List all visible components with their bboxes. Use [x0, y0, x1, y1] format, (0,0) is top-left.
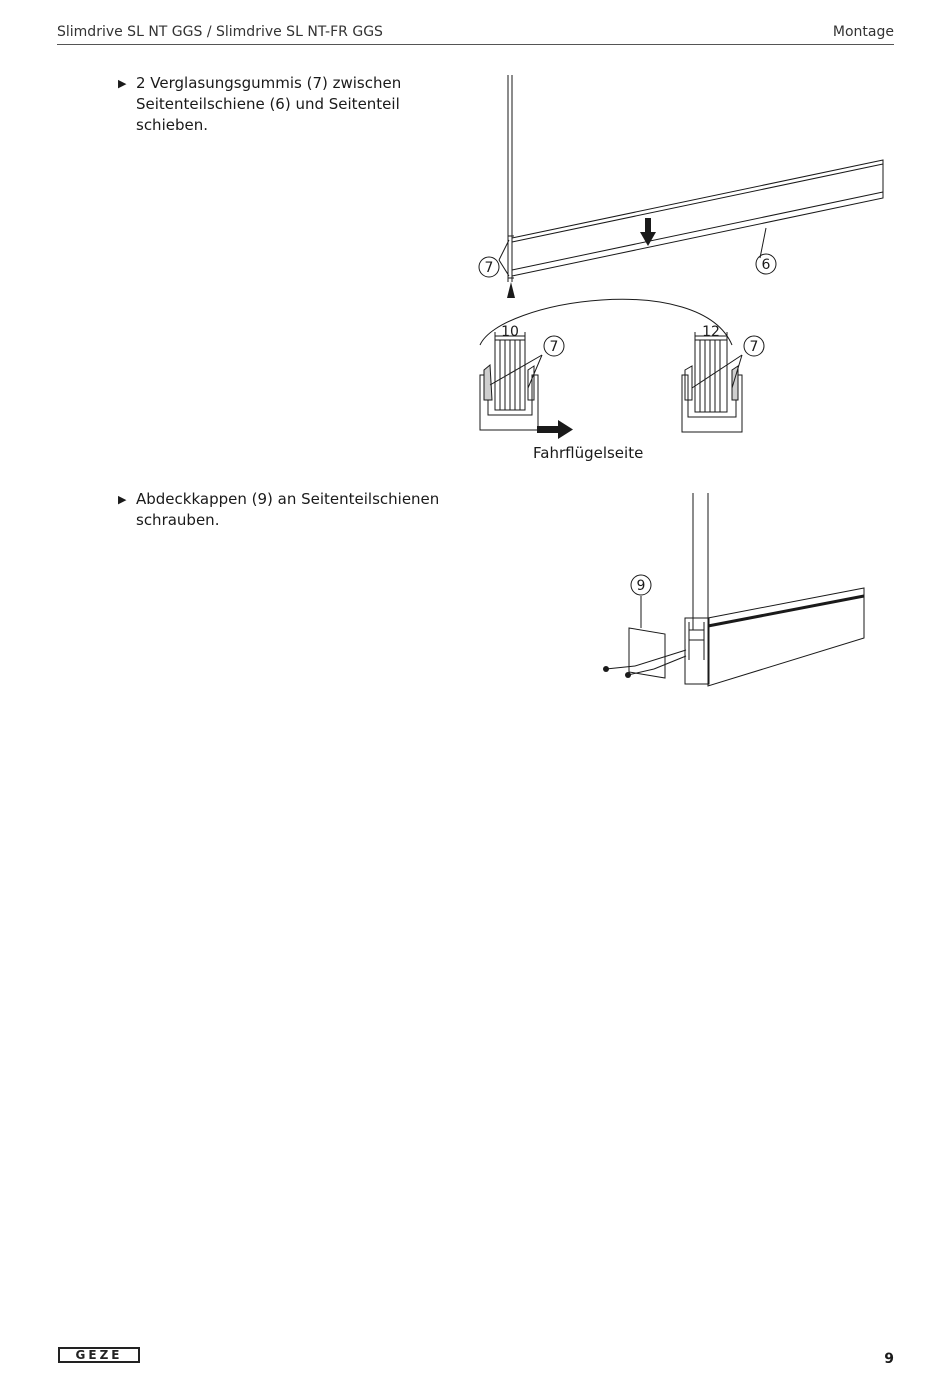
profile-detail-right — [682, 332, 742, 432]
callout-rail-label: 6 — [761, 257, 771, 273]
dimension-left-label: 10 — [501, 324, 519, 340]
callout-cap-label: 9 — [636, 578, 646, 594]
arrow-right-icon — [537, 420, 573, 439]
callout-detail-left-label: 7 — [549, 339, 559, 355]
figure-cover-cap — [590, 490, 870, 690]
geze-logo: GEZE — [58, 1347, 140, 1363]
instruction-step-1 — [118, 73, 456, 136]
figure-caption: Fahrflügelseite — [533, 444, 644, 462]
figure-glazing-rubber — [470, 70, 890, 450]
dimension-right-label: 12 — [702, 324, 720, 340]
side-rail-profile — [708, 588, 864, 686]
arrow-down-icon — [640, 218, 656, 246]
section-title: Montage — [832, 24, 894, 40]
bullet-arrow-icon: ▶ — [118, 77, 127, 90]
arrow-up-icon — [507, 282, 515, 298]
callout-rubber-label: 7 — [484, 260, 494, 276]
step-2-text: Abdeckkappen (9) an Seitenteilschienen schrauben. — [136, 490, 440, 529]
bullet-arrow-icon: ▶ — [118, 493, 127, 506]
page-number: 9 — [884, 1351, 894, 1367]
step-1-text: 2 Verglasungsgummis (7) zwischen Seitenteilschiene (6) und Seitenteil schieben. — [136, 74, 402, 134]
instruction-step-2 — [118, 489, 456, 531]
profile-detail-left — [480, 332, 542, 430]
callout-detail-right-label: 7 — [749, 339, 759, 355]
header-divider — [57, 44, 894, 45]
document-title: Slimdrive SL NT GGS / Slimdrive SL NT-FR GGS — [57, 24, 383, 40]
